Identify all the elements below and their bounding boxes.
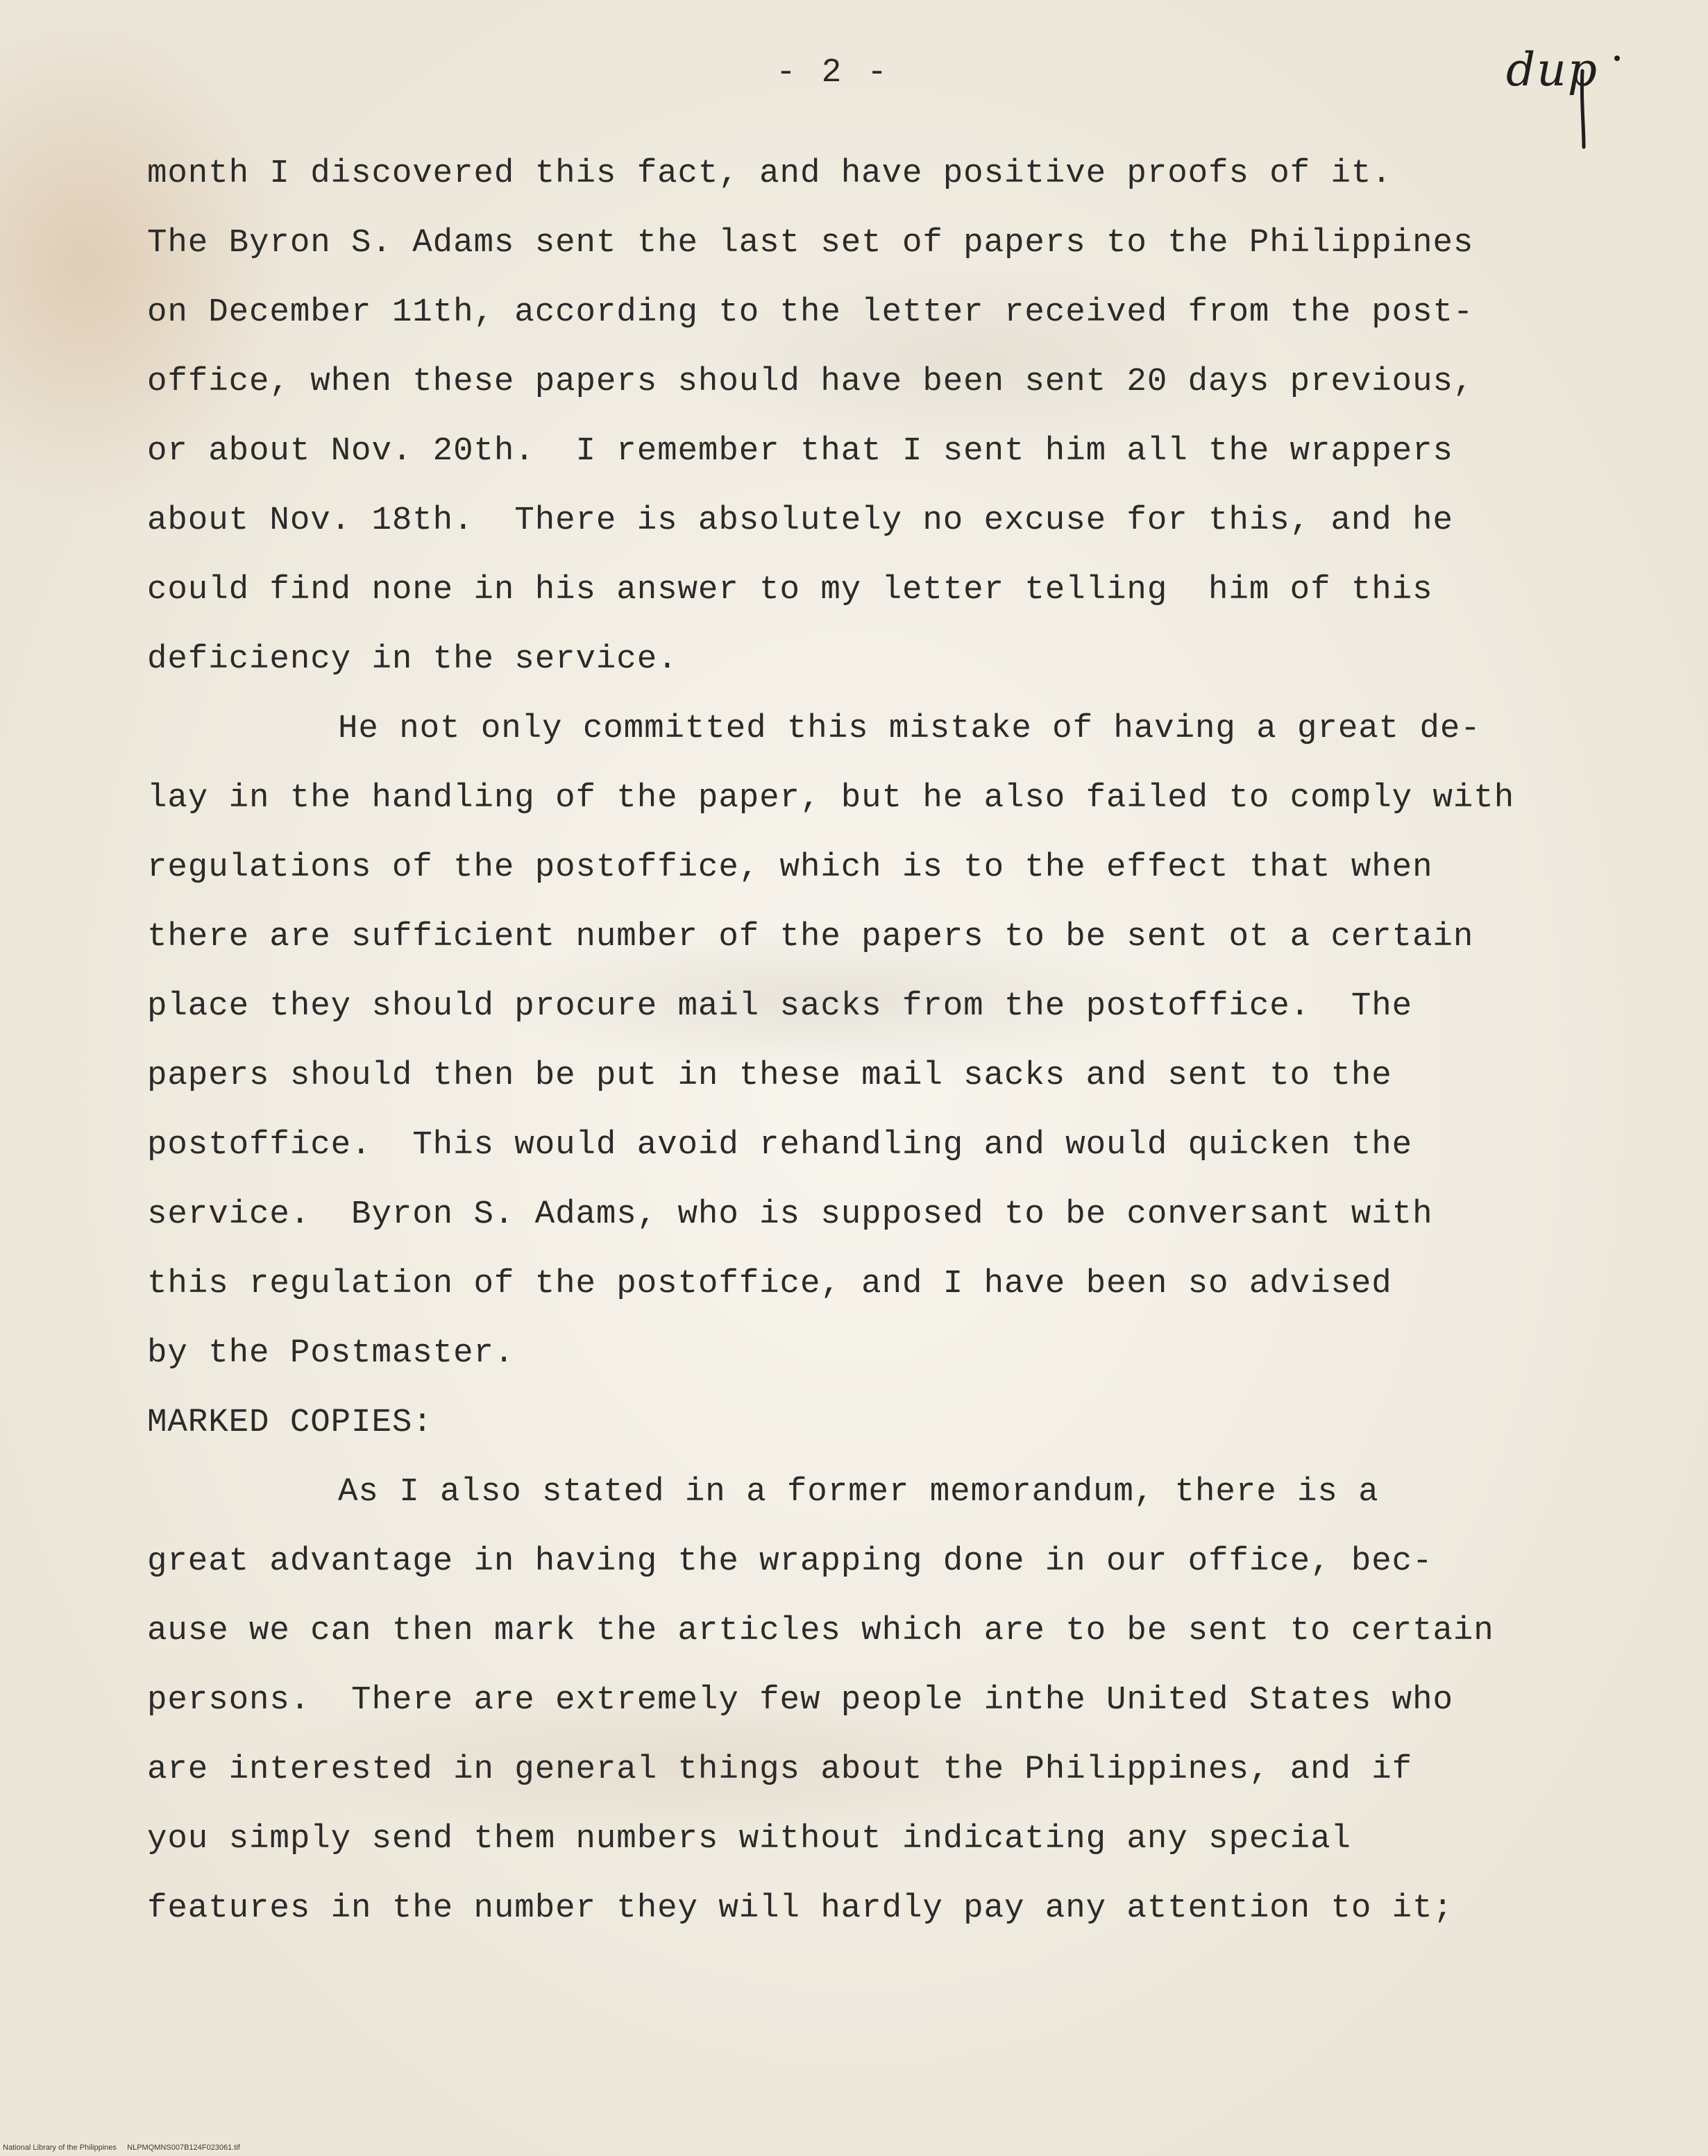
text-line: features in the number they will hardly pay any attention to it; [147, 1890, 1453, 1927]
text-line: this regulation of the postoffice, and I have been so advised [147, 1265, 1392, 1302]
section-heading: MARKED COPIES: [147, 1404, 433, 1441]
text-line: you simply send them numbers without indicating any special [147, 1820, 1351, 1858]
text-line: service. Byron S. Adams, who is supposed to be conversant with [147, 1196, 1433, 1233]
text-line: about Nov. 18th. There is absolutely no excuse for this, and he [147, 502, 1453, 539]
text-line: on December 11th, according to the letter received from the post- [147, 294, 1474, 331]
text-line: ause we can then mark the articles which are to be sent to certain [147, 1612, 1494, 1649]
text-line: by the Postmaster. [147, 1334, 515, 1372]
text-line: The Byron S. Adams sent the last set of papers to the Philippines [147, 224, 1474, 262]
paragraph-first-line: He not only committed this mistake of having a great de- [338, 710, 1481, 747]
text-line: persons. There are extremely few people inthe United States who [147, 1681, 1453, 1719]
text-line: could find none in his answer to my letter telling him of this [147, 571, 1433, 609]
text-line: or about Nov. 20th. I remember that I sent him all the wrappers [147, 432, 1453, 470]
text-line: papers should then be put in these mail sacks and sent to the [147, 1057, 1392, 1094]
typed-body-text [147, 139, 1660, 1943]
text-line: postoffice. This would avoid rehandling and would quicken the [147, 1126, 1413, 1164]
text-line: office, when these papers should have been sent 20 days previous, [147, 363, 1474, 400]
text-line: great advantage in having the wrapping done in our office, bec- [147, 1543, 1433, 1580]
scan-footer: National Library of the Philippines NLPMQMNS007B124F023061.tif [3, 2144, 240, 2152]
page-number: - 2 - [775, 54, 890, 92]
text-line: deficiency in the service. [147, 640, 678, 678]
paragraph-first-line: As I also stated in a former memorandum, there is a [338, 1473, 1379, 1511]
annotation-text: dup [1506, 43, 1599, 96]
text-line: there are sufficient number of the papers to be sent ot a certain [147, 918, 1474, 956]
text-line: place they should procure mail sacks from the postoffice. The [147, 987, 1413, 1025]
text-line: month I discovered this fact, and have positive proofs of it. [147, 155, 1392, 192]
text-line: regulations of the postoffice, which is to the effect that when [147, 849, 1433, 886]
text-line: are interested in general things about the Philippines, and if [147, 1751, 1413, 1788]
text-line: lay in the handling of the paper, but he also failed to comply with [147, 779, 1515, 817]
